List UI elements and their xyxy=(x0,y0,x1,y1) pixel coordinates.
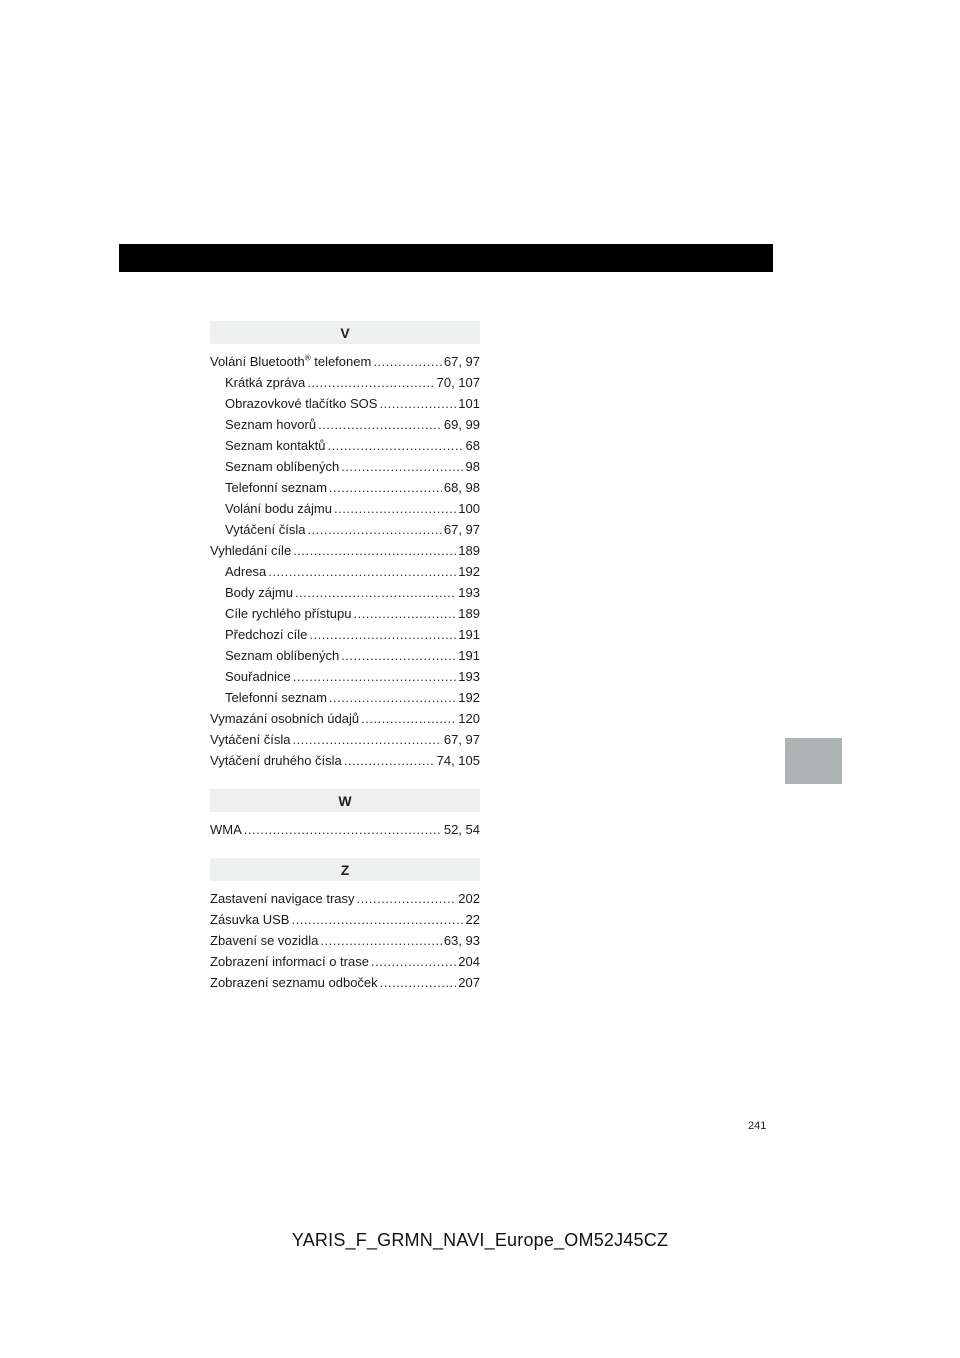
entry-pages: 67, 97 xyxy=(443,732,480,747)
index-subentry[interactable] xyxy=(210,435,480,456)
leader-dots xyxy=(293,540,456,561)
index-entry[interactable] xyxy=(210,888,480,909)
entry-label: Vytáčení druhého čísla xyxy=(210,753,342,768)
leader-dots xyxy=(361,708,456,729)
leader-dots xyxy=(309,624,456,645)
section-entries xyxy=(210,351,480,771)
leader-dots xyxy=(320,930,441,951)
entry-pages: 120 xyxy=(458,711,480,726)
entry-pages: 98 xyxy=(465,459,480,474)
leader-dots xyxy=(357,888,457,909)
leader-dots xyxy=(329,687,456,708)
entry-pages: 101 xyxy=(458,396,480,411)
leader-dots xyxy=(380,972,457,993)
document-id: YARIS_F_GRMN_NAVI_Europe_OM52J45CZ xyxy=(291,1230,669,1250)
entry-pages: 68 xyxy=(465,438,480,453)
leader-dots xyxy=(329,477,442,498)
entry-pages: 68, 98 xyxy=(443,480,480,495)
entry-pages: 69, 99 xyxy=(443,417,480,432)
index-entry[interactable] xyxy=(210,540,480,561)
entry-label: Zobrazení informací o trase xyxy=(210,954,369,969)
index-subentry[interactable] xyxy=(210,624,480,645)
leader-dots xyxy=(341,645,456,666)
entry-pages: 193 xyxy=(458,585,480,600)
entry-pages: 193 xyxy=(458,669,480,684)
section-letter: W xyxy=(210,789,480,812)
entry-pages: 63, 93 xyxy=(443,933,480,948)
index-column xyxy=(210,321,480,993)
entry-label: Seznam oblíbených xyxy=(225,459,340,474)
index-subentry[interactable] xyxy=(210,414,480,435)
leader-dots xyxy=(334,498,456,519)
entry-label: Seznam oblíbených xyxy=(225,648,340,663)
leader-dots xyxy=(341,456,463,477)
leader-dots xyxy=(307,372,434,393)
index-subentry[interactable] xyxy=(210,456,480,477)
entry-pages: 204 xyxy=(458,954,480,969)
entry-pages: 189 xyxy=(458,543,480,558)
index-subentry[interactable] xyxy=(210,477,480,498)
leader-dots xyxy=(268,561,456,582)
registered-mark: ® xyxy=(304,353,311,363)
index-entry[interactable] xyxy=(210,972,480,993)
entry-label: Zbavení se vozidla xyxy=(210,933,319,948)
index-subentry[interactable] xyxy=(210,519,480,540)
entry-pages: 67, 97 xyxy=(443,522,480,537)
index-subentry[interactable] xyxy=(210,666,480,687)
section-entries xyxy=(210,888,480,993)
entry-label: Souřadnice xyxy=(225,669,291,684)
index-entry[interactable] xyxy=(210,750,480,771)
leader-dots xyxy=(293,666,457,687)
leader-dots xyxy=(373,351,442,372)
entry-label: Volání Bluetooth® telefonem xyxy=(210,353,372,369)
entry-label: Zobrazení seznamu odboček xyxy=(210,975,378,990)
entry-pages: 100 xyxy=(458,501,480,516)
leader-dots xyxy=(295,582,456,603)
entry-label: WMA xyxy=(210,822,242,837)
leader-dots xyxy=(379,393,456,414)
entry-pages: 192 xyxy=(458,690,480,705)
leader-dots xyxy=(344,750,435,771)
header-bar xyxy=(119,244,773,272)
entry-pages: 189 xyxy=(458,606,480,621)
entry-label: Seznam kontaktů xyxy=(225,438,326,453)
entry-pages: 74, 105 xyxy=(436,753,480,768)
index-entry[interactable] xyxy=(210,351,480,372)
index-section-z xyxy=(210,858,480,993)
entry-pages: 202 xyxy=(458,891,480,906)
section-entries xyxy=(210,819,480,840)
index-section-w xyxy=(210,789,480,840)
entry-pages: 70, 107 xyxy=(436,375,480,390)
index-section-v xyxy=(210,321,480,771)
leader-dots xyxy=(244,819,442,840)
chapter-tab xyxy=(785,738,842,784)
entry-label: Cíle rychlého přístupu xyxy=(225,606,352,621)
entry-label: Obrazovkové tlačítko SOS xyxy=(225,396,378,411)
section-letter: V xyxy=(210,321,480,344)
entry-label: Předchozí cíle xyxy=(225,627,308,642)
entry-pages: 207 xyxy=(458,975,480,990)
index-subentry[interactable] xyxy=(210,498,480,519)
leader-dots xyxy=(307,519,441,540)
entry-pages: 22 xyxy=(465,912,480,927)
entry-label: Krátká zpráva xyxy=(225,375,306,390)
index-entry[interactable] xyxy=(210,819,480,840)
leader-dots xyxy=(318,414,442,435)
index-entry[interactable] xyxy=(210,930,480,951)
entry-label: Volání bodu zájmu xyxy=(225,501,332,516)
index-entry[interactable] xyxy=(210,729,480,750)
entry-label: Zastavení navigace trasy xyxy=(210,891,355,906)
index-entry[interactable] xyxy=(210,909,480,930)
entry-pages: 192 xyxy=(458,564,480,579)
section-letter: Z xyxy=(210,858,480,881)
entry-label: Adresa xyxy=(225,564,267,579)
leader-dots xyxy=(353,603,456,624)
entry-pages: 191 xyxy=(458,648,480,663)
index-subentry[interactable] xyxy=(210,687,480,708)
entry-label: Zásuvka USB xyxy=(210,912,290,927)
page-number: 241 xyxy=(748,1120,767,1132)
entry-label: Seznam hovorů xyxy=(225,417,317,432)
index-subentry[interactable] xyxy=(210,393,480,414)
entry-pages: 191 xyxy=(458,627,480,642)
leader-dots xyxy=(292,729,441,750)
index-entry[interactable] xyxy=(210,708,480,729)
entry-label: Telefonní seznam xyxy=(225,690,327,705)
entry-label: Vytáčení čísla xyxy=(225,522,306,537)
entry-label: Body zájmu xyxy=(225,585,293,600)
index-subentry[interactable] xyxy=(210,561,480,582)
entry-label: Vymazání osobních údajů xyxy=(210,711,360,726)
index-subentry[interactable] xyxy=(210,603,480,624)
index-subentry[interactable] xyxy=(210,372,480,393)
leader-dots xyxy=(327,435,463,456)
entry-pages: 67, 97 xyxy=(443,354,480,369)
index-subentry[interactable] xyxy=(210,582,480,603)
leader-dots xyxy=(291,909,463,930)
index-subentry[interactable] xyxy=(210,645,480,666)
entry-label: Telefonní seznam xyxy=(225,480,327,495)
entry-pages: 52, 54 xyxy=(443,822,480,837)
leader-dots xyxy=(371,951,456,972)
entry-label: Vyhledání cíle xyxy=(210,543,292,558)
index-entry[interactable] xyxy=(210,951,480,972)
entry-label: Vytáčení čísla xyxy=(210,732,291,747)
